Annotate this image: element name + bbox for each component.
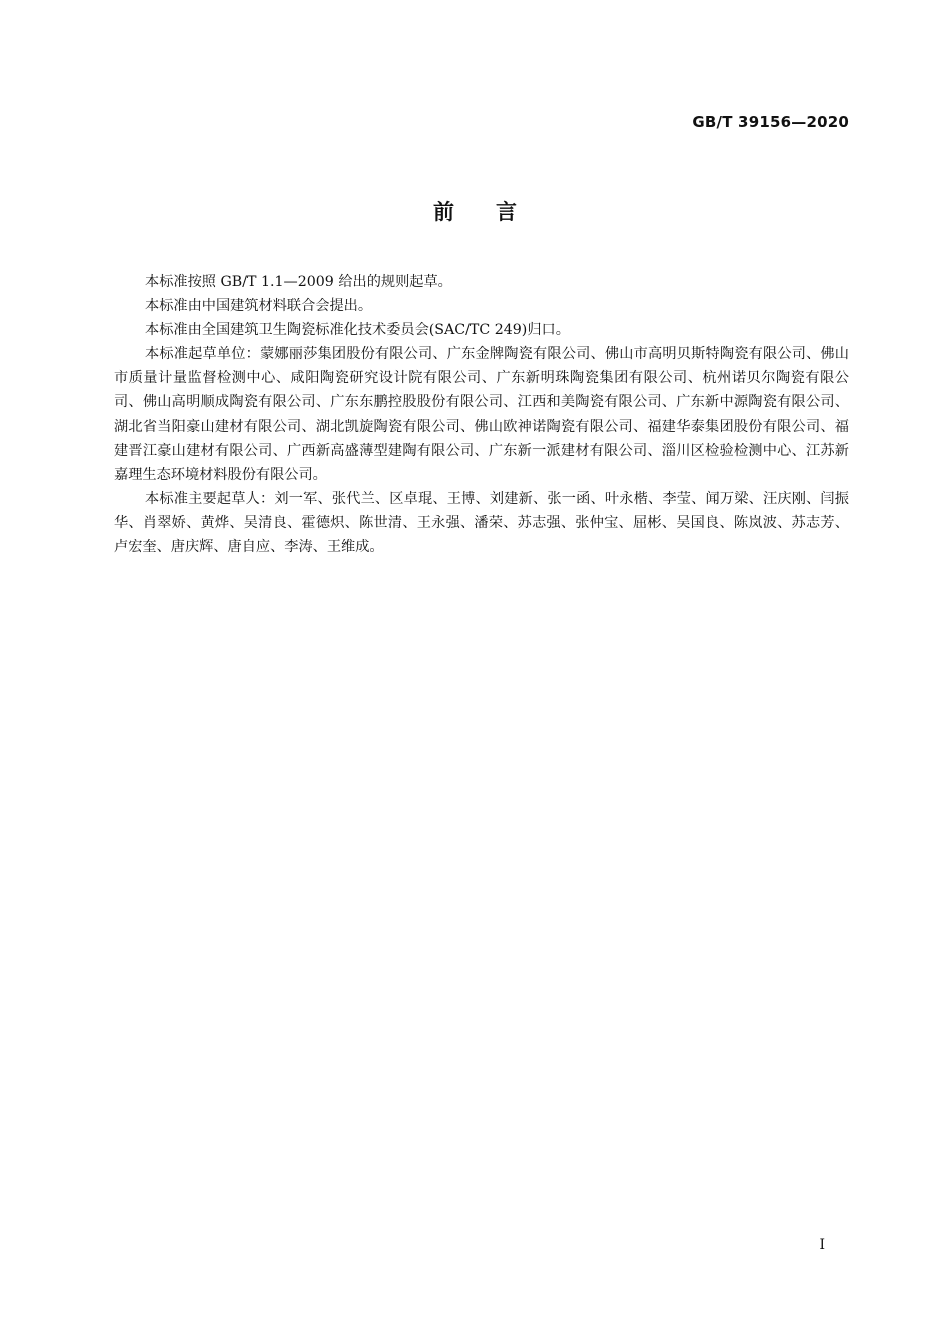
paragraph-proposer: 本标准由中国建筑材料联合会提出。 [145,298,373,315]
foreword-body [114,270,849,559]
standard-code: GB/T 39156—2020 [692,113,849,131]
paragraph-drafting-rules: 本标准按照 GB/T 1.1—2009 给出的规则起草。 [145,274,452,290]
paragraph-technical-committee: 本标准由全国建筑卫生陶瓷标准化技术委员会(SAC/TC 249)归口。 [145,322,570,339]
page-title: 前言 [433,200,559,224]
paragraph-drafting-units: 本标准起草单位：蒙娜丽莎集团股份有限公司、广东金牌陶瓷有限公司、佛山市高明贝斯特陶瓷有限公司、佛山市质量计量监督检测中心、咸阳陶瓷研究设计院有限公司、广东新明珠陶瓷集团有限公司、杭州诺贝尔陶瓷有限公司、佛山高明顺成陶瓷有限公司、广东东鹏控股股份有限公司、江西和美陶瓷有限公司、广东新中源陶瓷有限公司、湖北省当阳豪山建材有限公司、湖北凯旋陶瓷有限公司、佛山欧神诺陶瓷有限公司、福建华泰集团股份有限公司、福建晋江豪山建材有限公司、广西新高盛薄型建陶有限公司、广东新一派建材有限公司、淄川区检验检测中心、江苏新嘉理生态环境材料股份有限公司。 [114,346,849,483]
paragraph-drafters: 本标准主要起草人：刘一军、张代兰、区卓琨、王博、刘建新、张一函、叶永楷、李莹、闻万梁、汪庆刚、闫振华、肖翠娇、黄烨、吴清良、霍德炽、陈世清、王永强、潘荣、苏志强、张仲宝、屈彬、吴国良、陈岚波、苏志芳、卢宏奎、唐庆辉、唐自应、李涛、王维成。 [114,490,849,556]
page-number: I [819,1237,825,1253]
